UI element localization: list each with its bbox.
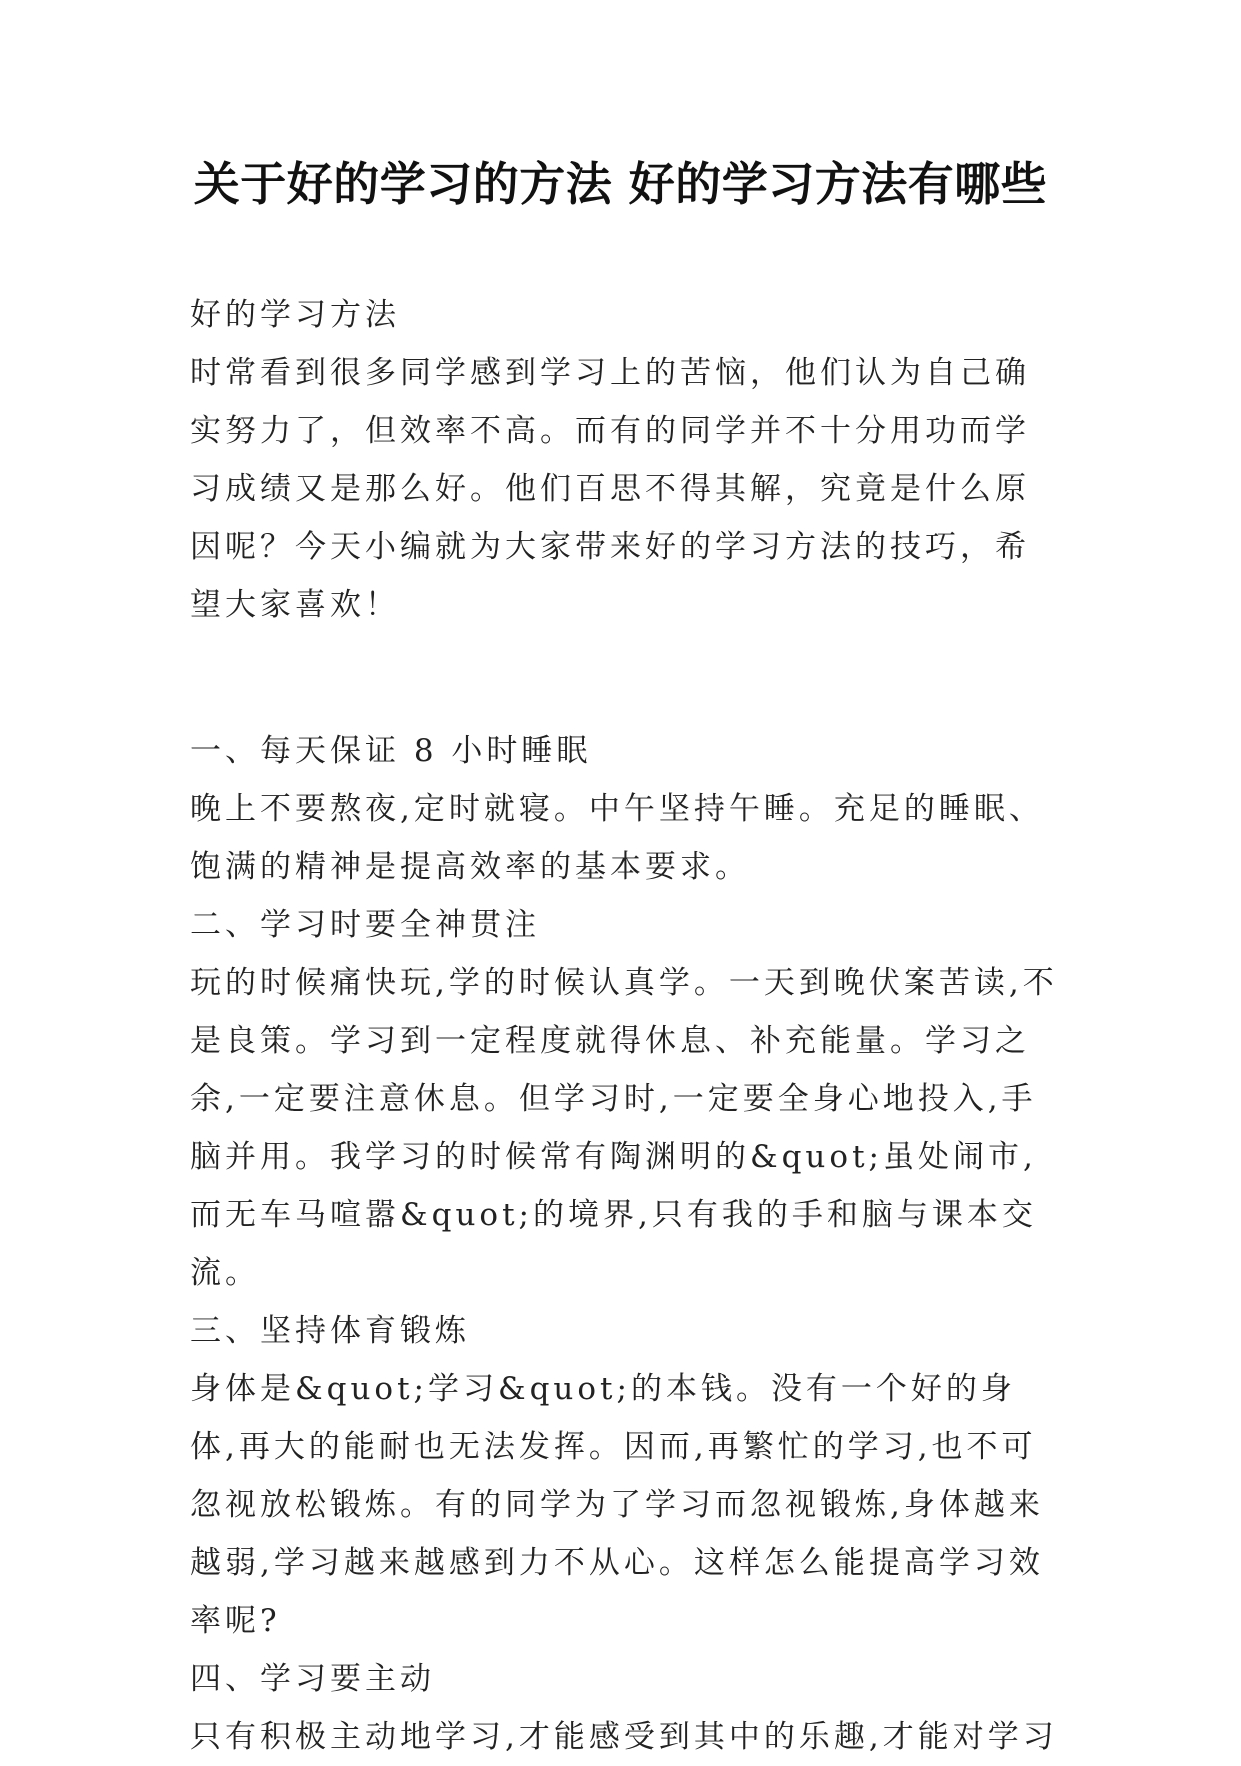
intro-heading: 好的学习方法 <box>190 297 400 333</box>
intro-paragraph: 时常看到很多同学感到学习上的苦恼，他们认为自己确实努力了，但效率不高。而有的同学并不十分用功而学习成绩又是那么好。他们百思不得其解，究竟是什么原因呢？今天小编就为大家带来好的学习方法的技巧，希望大家喜欢！ <box>190 355 1030 623</box>
section-paragraph-initiative: 只有积极主动地学习,才能感受到其中的乐趣,才能对学习 <box>190 1719 1058 1755</box>
section-heading-initiative: 四、学习要主动 <box>190 1661 435 1697</box>
section-spacer <box>190 634 1060 722</box>
document-body <box>190 286 1060 1766</box>
section-paragraph-exercise: 身体是&quot;学习&quot;的本钱。没有一个好的身体,再大的能耐也无法发挥。因而,再繁忙的学习,也不可忽视放松锻炼。有的同学为了学习而忽视锻炼,身体越来越弱,学习越来越感到力不从心。这样怎么能提高学习效率呢? <box>190 1371 1044 1639</box>
document-title: 关于好的学习的方法 好的学习方法有哪些 <box>193 157 1048 211</box>
section-heading-exercise: 三、坚持体育锻炼 <box>190 1313 470 1349</box>
section-heading-focus: 二、学习时要全神贯注 <box>190 907 540 943</box>
section-paragraph-focus: 玩的时候痛快玩,学的时候认真学。一天到晚伏案苦读,不是良策。学习到一定程度就得休息、补充能量。学习之余,一定要注意休息。但学习时,一定要全身心地投入,手脑并用。我学习的时候常有陶渊明的&quot;虽处闹市,而无车马喧嚣&quot;的境界,只有我的手和脑与课本交流。 <box>190 965 1058 1291</box>
section-paragraph-sleep: 晚上不要熬夜,定时就寝。中午坚持午睡。充足的睡眠、饱满的精神是提高效率的基本要求。 <box>190 791 1044 885</box>
section-heading-sleep: 一、每天保证 8 小时睡眠 <box>190 733 592 769</box>
